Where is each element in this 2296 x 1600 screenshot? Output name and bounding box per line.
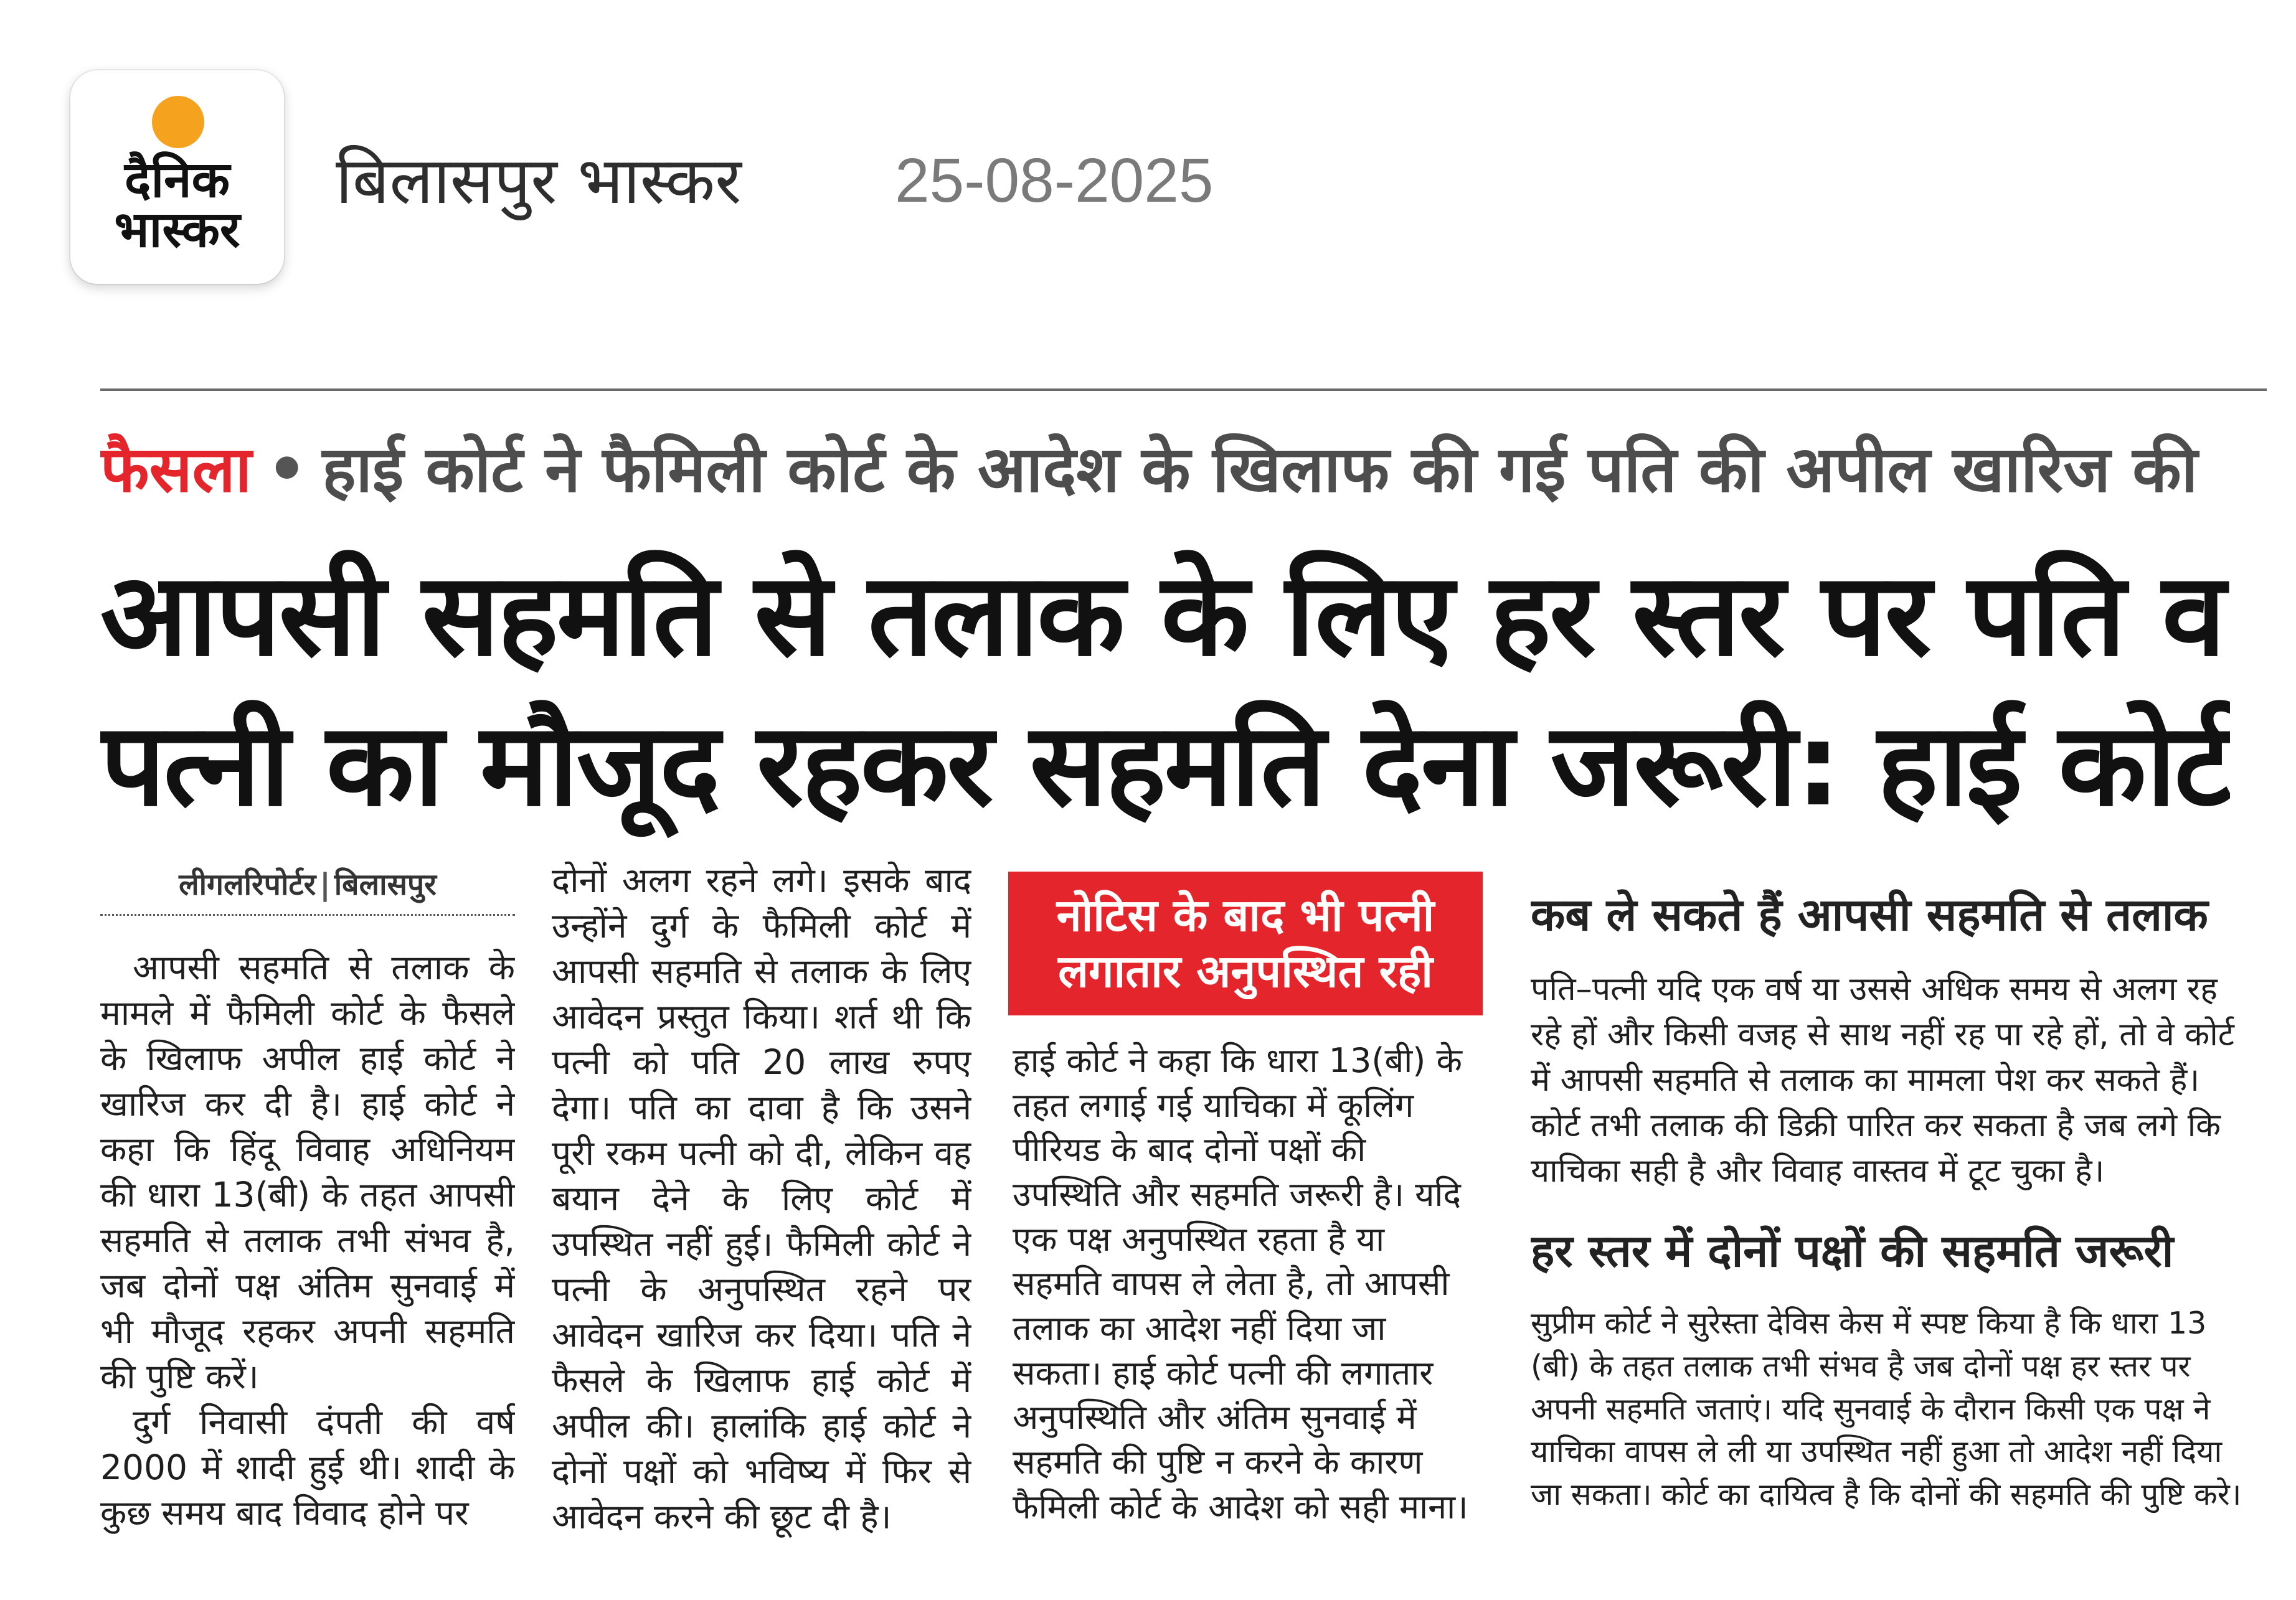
explainer-text-1: पति–पत्नी यदि एक वर्ष या उससे अधिक समय से अलग रह रहे हों और किसी वजह से साथ नहीं रह पा रहे हों, तो वे कोर्ट में आपसी सहमति से तलाक का मामला पेश कर सकते हैं। कोर्ट तभी तलाक की डिक्री पारित कर सकता है जब लगे कि याचिका सही है और विवाह वास्तव में टूट चुका है।: [1531, 971, 2234, 1190]
byline-city: बिलासपुर: [334, 867, 437, 902]
byline-divider: [100, 914, 515, 916]
body-column-1: [100, 945, 515, 1540]
dainik-bhaskar-logo: [70, 70, 284, 284]
body-paragraph: आपसी सहमति से तलाक के मामले में फैमिली कोर्ट के फैसले के खिलाफ अपील हाई कोर्ट ने खारिज कर दी है। हाई कोर्ट ने कहा कि हिंदू विवाह अधिनियम की धारा 13(बी) के तहत आपसी सहमति से तलाक तभी संभव है, जब दोनों पक्ष अंतिम सुनवाई में भी मौजूद रहकर अपनी सहमति की पुष्टि करें।: [100, 948, 515, 1396]
logo-sun-icon: [152, 96, 204, 148]
sidebar-title-line2: लगातार अनुपस्थित रही: [1058, 945, 1433, 997]
edition-date: 25-08-2025: [895, 146, 1214, 215]
kicker-text: हाई कोर्ट ने फैमिली कोर्ट के आदेश के खिलाफ की गई पति की अपील खारिज की: [322, 433, 2198, 507]
sidebar-title-line1: नोटिस के बाद भी पत्नी: [1056, 889, 1435, 941]
explainer-text-2: सुप्रीम कोर्ट ने सुरेस्ता देविस केस में स्पष्ट किया है कि धारा 13 (बी) के तहत तलाक तभी संभव है जब दोनों पक्ष हर स्तर पर अपनी सहमति जताएं। यदि सुनवाई के दौरान किसी एक पक्ष ने याचिका वापस ले ली या उपस्थित नहीं हुआ तो आदेश नहीं दिया जा सकता। कोर्ट का दायित्व है कि दोनों की सहमति की पुष्टि करे।: [1531, 1306, 2242, 1513]
byline-separator: |: [319, 867, 331, 902]
sidebar-title-box: [1008, 872, 1483, 1015]
body-paragraph: दोनों अलग रहने लगे। इसके बाद उन्होंने दुर्ग के फैमिली कोर्ट में आपसी सहमति से तलाक के लिए आवेदन प्रस्तुत किया। शर्त थी कि पत्नी को पति 20 लाख रुपए देगा। पति का दावा है कि उसने पूरी रकम पत्नी को दी, लेकिन वह बयान देने के लिए कोर्ट में उपस्थित नहीं हुई। फैमिली कोर्ट ने पत्नी के अनुपस्थित रहने पर आवेदन खारिज कर दिया। पति ने फैसले के खिलाफ हाई कोर्ट में अपील की। हालांकि हाई कोर्ट ने दोनों पक्षों को भविष्य में फिर से आवेदन करने की छूट दी है।: [552, 860, 971, 1536]
byline-reporter: लीगलरिपोर्टर: [179, 867, 316, 902]
logo-text-line1: दैनिक: [124, 151, 230, 209]
sidebar-text: हाई कोर्ट ने कहा कि धारा 13(बी) के तहत लगाई गई याचिका में कूलिंग पीरियड के बाद दोनों पक्षों की उपस्थिति और सहमति जरूरी है। यदि एक पक्ष अनुपस्थित रहता है या सहमति वापस ले लेता है, तो आपसी तलाक का आदेश नहीं दिया जा सकता। हाई कोर्ट पत्नी की लगातार अनुपस्थिति और अंतिम सुनवाई में सहमति की पुष्टि न करने के कारण फैमिली कोर्ट के आदेश को सही माना।: [1013, 1041, 1468, 1527]
logo-text-line2: भास्कर: [114, 200, 240, 258]
headline-line1: आपसी सहमति से तलाक के लिए हर स्तर पर पति व: [100, 548, 2224, 682]
kicker-label: फैसला: [100, 433, 252, 507]
top-divider: [100, 388, 2267, 391]
explainer-heading-1: कब ले सकते हैं आपसी सहमति से तलाक: [1531, 888, 2208, 941]
kicker: [100, 431, 2230, 509]
body-paragraph: दुर्ग निवासी दंपती की वर्ष 2000 में शादी हुई थी। शादी के कुछ समय बाद विवाद होने पर: [100, 1402, 515, 1533]
byline: [100, 865, 515, 904]
explainer-heading-2: हर स्तर में दोनों पक्षों की सहमति जरूरी: [1531, 1225, 2174, 1277]
edition-name: बिलासपुर भास्कर: [336, 143, 742, 219]
body-column-2: [552, 858, 971, 1543]
kicker-separator: •: [267, 433, 308, 507]
headline-line2: पत्नी का मौजूद रहकर सहमति देना जरूरी: हाई कोर्ट: [100, 699, 2230, 832]
